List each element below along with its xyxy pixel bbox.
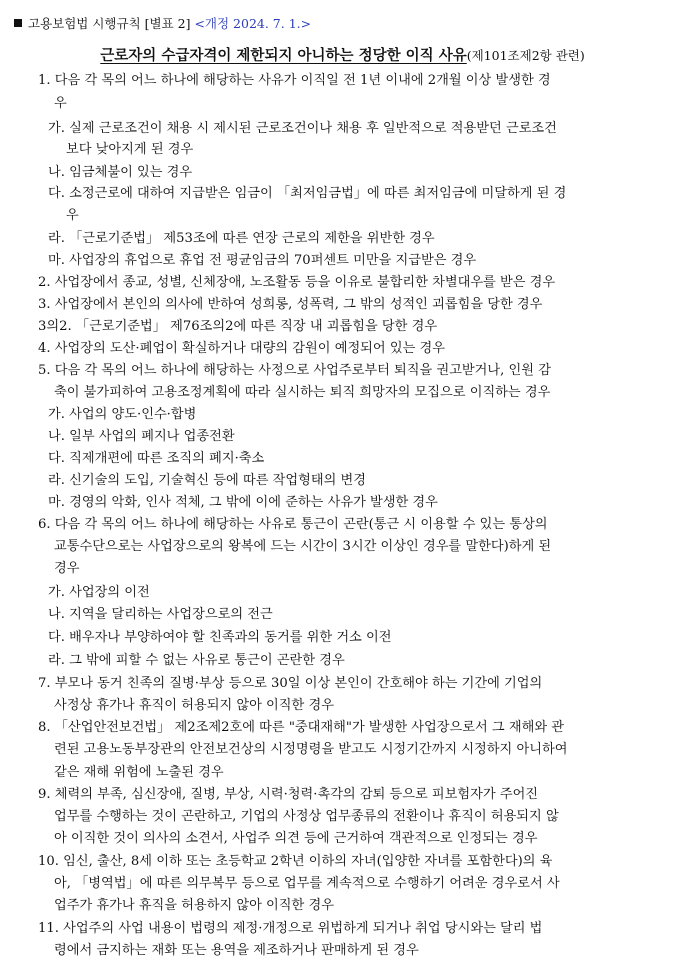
item-1: 1. 다음 각 목의 어느 하나에 해당하는 사유가 이직일 전 1년 이내에 2개월 이상 발생한 경 <box>38 73 551 88</box>
item-10: 10. 임신, 출산, 8세 이하 또는 초등학교 2학년 이하의 자녀(입양한 자녀를 포함한다)의 육 <box>38 854 553 869</box>
item-5: 5. 다음 각 목의 어느 하나에 해당하는 사정으로 사업주로부터 퇴직을 권고받거나, 인원 감 <box>38 363 551 378</box>
item-4: 4. 사업장의 도산·폐업이 확실하거나 대량의 감원이 예정되어 있는 경우 <box>38 341 446 356</box>
amendment-date: <개정 2024. 7. 1.> <box>194 16 312 31</box>
title-reference: (제101조제2항 관련) <box>466 48 585 63</box>
item-10-cont-2: 업주가 휴가나 휴직을 허용하지 않아 이직한 경우 <box>54 898 334 913</box>
item-6-na: 나. 지역을 달리하는 사업장으로의 전근 <box>48 607 273 622</box>
item-9-cont-1: 업무를 수행하는 것이 곤란하고, 기업의 사정상 업무종류의 전환이나 휴직이 허용되지 않 <box>54 809 559 824</box>
item-6-cont-2: 경우 <box>54 561 80 576</box>
item-5-da: 다. 직제개편에 따른 조직의 폐지·축소 <box>48 451 265 466</box>
item-6-cont-1: 교통수단으로는 사업장으로의 왕복에 드는 시간이 3시간 이상인 경우를 말한다)하게 된 <box>54 539 552 554</box>
item-9: 9. 체력의 부족, 심신장애, 질병, 부상, 시력·청력·촉각의 감퇴 등으로 피보험자가 주어진 <box>38 787 539 802</box>
item-8: 8. 「산업안전보건법」 제2조제2호에 따른 "중대재해"가 발생한 사업장으로서 그 재해와 관 <box>38 720 564 735</box>
item-2: 2. 사업장에서 종교, 성별, 신체장애, 노조활동 등을 이유로 불합리한 차별대우를 받은 경우 <box>38 275 556 290</box>
item-1-cont: 우 <box>54 96 67 111</box>
item-9-cont-2: 아 이직한 것이 의사의 소견서, 사업주 의견 등에 근거하여 객관적으로 인정되는 경우 <box>54 831 538 846</box>
item-3-2: 3의2. 「근로기준법」 제76조의2에 따른 직장 내 괴롭힘을 당한 경우 <box>38 319 438 334</box>
item-11-cont: 령에서 금지하는 재화 또는 용역을 제조하거나 판매하게 된 경우 <box>54 943 419 958</box>
square-bullet-icon <box>14 19 22 27</box>
item-5-ga: 가. 사업의 양도·인수·합병 <box>48 407 197 422</box>
item-6-ga: 가. 사업장의 이전 <box>48 585 150 600</box>
item-8-cont-1: 련된 고용노동부장관의 안전보건상의 시정명령을 받고도 시정기간까지 시정하지 아니하여 <box>54 742 568 757</box>
item-7-cont: 사정상 휴가나 휴직이 허용되지 않아 이직한 경우 <box>54 698 334 713</box>
item-1-da: 다. 소정근로에 대하여 지급받은 임금이 「최저임금법」에 따른 최저임금에 미달하게 된 경 <box>48 186 567 201</box>
item-6-da: 다. 배우자나 부양하여야 할 친족과의 동거를 위한 거소 이전 <box>48 630 392 645</box>
page-title <box>0 44 685 65</box>
item-7: 7. 부모나 동거 친족의 질병·부상 등으로 30일 이상 본인이 간호해야 하는 기간에 기업의 <box>38 676 543 691</box>
law-reference: 고용보험법 시행규칙 [별표 2] <box>28 16 191 31</box>
item-1-ra: 라. 「근로기준법」 제53조에 따른 연장 근로의 제한을 위반한 경우 <box>48 231 435 246</box>
item-1-ga-cont: 보다 낮아지게 된 경우 <box>66 142 194 157</box>
item-1-na: 나. 임금체불이 있는 경우 <box>48 165 193 180</box>
item-1-ga: 가. 실제 근로조건이 채용 시 제시된 근로조건이나 채용 후 일반적으로 적용받던 근로조건 <box>48 121 557 136</box>
item-5-ma: 마. 경영의 악화, 인사 적체, 그 밖에 이에 준하는 사유가 발생한 경우 <box>48 495 438 510</box>
item-1-ma: 마. 사업장의 휴업으로 휴업 전 평균임금의 70퍼센트 미만을 지급받은 경우 <box>48 253 477 268</box>
item-11: 11. 사업주의 사업 내용이 법령의 제정·개정으로 위법하게 되거나 취업 당시와는 달리 법 <box>38 921 543 936</box>
item-5-na: 나. 일부 사업의 폐지나 업종전환 <box>48 429 235 444</box>
item-3: 3. 사업장에서 본인의 의사에 반하여 성희롱, 성폭력, 그 밖의 성적인 괴롭힘을 당한 경우 <box>38 297 543 312</box>
item-5-cont: 축이 불가피하여 고용조정계획에 따라 실시하는 퇴직 희망자의 모집으로 이직하는 경우 <box>54 385 551 400</box>
item-10-cont-1: 아, 「병역법」에 따른 의무복무 등으로 업무를 계속적으로 수행하기 어려운 경우로서 사 <box>54 876 560 891</box>
item-6: 6. 다음 각 목의 어느 하나에 해당하는 사유로 통근이 곤란(통근 시 이용할 수 있는 통상의 <box>38 517 548 532</box>
item-8-cont-2: 같은 재해 위험에 노출된 경우 <box>54 765 224 780</box>
item-5-ra: 라. 신기술의 도입, 기술혁신 등에 따른 작업형태의 변경 <box>48 473 366 488</box>
item-1-da-cont: 우 <box>66 208 79 223</box>
document-header <box>14 14 311 32</box>
title-main: 근로자의 수급자격이 제한되지 아니하는 정당한 이직 사유 <box>100 48 467 64</box>
item-6-ra: 라. 그 밖에 피할 수 없는 사유로 통근이 곤란한 경우 <box>48 653 345 668</box>
